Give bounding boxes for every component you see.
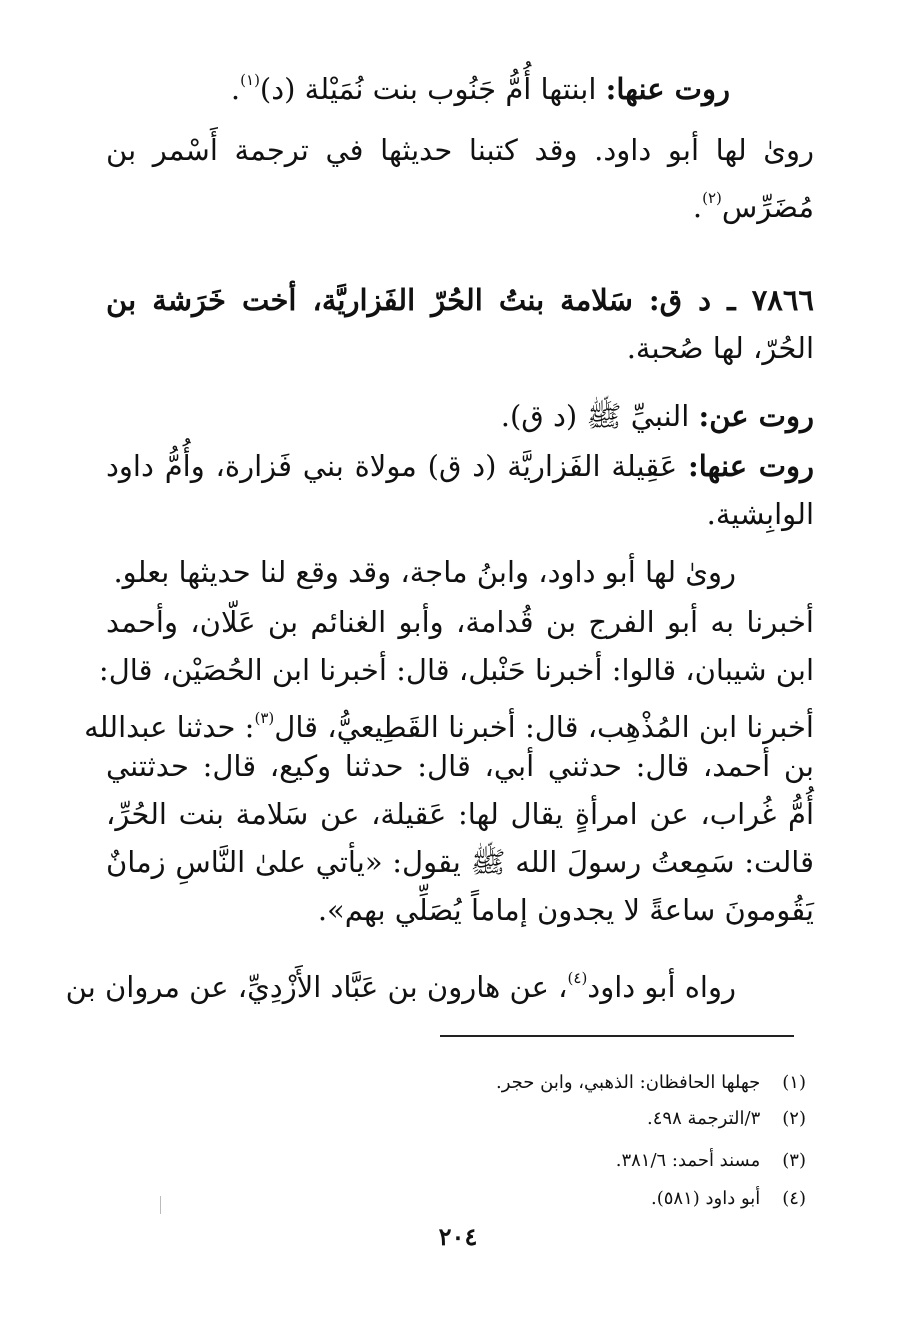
footnote-ref-4: (٤) xyxy=(567,969,588,987)
paragraph-line: قالت: سَمِعتُ رسولَ الله ﷺ يقول: «يأتي علىٰ النَّاسِ زمانٌ xyxy=(106,845,814,879)
paragraph-line: ابن شيبان، قالوا: أخبرنا حَنْبل، قال: أخبرنا ابن الحُصَيْن، قال: xyxy=(98,653,814,687)
footnote-number: (٢) xyxy=(782,1108,806,1129)
paragraph-line: الوابِشية. xyxy=(706,497,814,531)
paragraph-line: أخبرنا به أبو الفرج بن قُدامة، وأبو الغنائم بن عَلّان، وأحمد xyxy=(106,605,814,639)
footnote xyxy=(616,1146,806,1176)
footnote-ref-1: (١) xyxy=(240,71,260,89)
footnote-number: (١) xyxy=(782,1072,806,1093)
period: . xyxy=(692,190,703,224)
text-part: رواه أبو داود xyxy=(587,970,736,1004)
text-part: أخبرنا ابن المُذْهِب، قال: أخبرنا القَطِيعيُّ، قال xyxy=(274,710,814,744)
paragraph-line: روىٰ لها أبو داود، وابنُ ماجة، وقد وقع لنا حديثها بعلو. xyxy=(113,555,736,589)
footnote-text: جهلها الحافظان: الذهبي، وابن حجر. xyxy=(496,1072,761,1093)
paragraph-line xyxy=(106,174,814,231)
narrated-by-text: عَقِيلة الفَزاريَّة (د ق) مولاة بني فَزارة، وأُمُّ داود xyxy=(106,449,678,483)
narrated-from-label: روت عن: xyxy=(698,399,814,433)
text-part: ، عن هارون بن عَبَّاد الأَزْدِيِّ، عن مروان بن xyxy=(65,970,568,1004)
narrated-by-line xyxy=(106,442,814,490)
paragraph-line: روىٰ لها أبو داود. وقد كتبنا حديثها في ترجمة أَسْمر بن xyxy=(106,133,814,167)
name-text: مُضَرِّس xyxy=(721,190,814,224)
footnote-text: مسند أحمد: ٣٨١/٦. xyxy=(615,1150,761,1171)
footnote-number: (٤) xyxy=(782,1188,806,1209)
narrated-by-label: روت عنها: xyxy=(605,72,730,106)
footnote-text: أبو داود (٥٨١). xyxy=(651,1188,761,1209)
narrated-by-line xyxy=(231,56,730,113)
entry-heading: الحُرّ، لها صُحبة. xyxy=(626,331,814,365)
scan-mark xyxy=(160,1196,161,1214)
narrated-from-line xyxy=(106,392,814,440)
footnote-text: ٣/الترجمة ٤٩٨. xyxy=(647,1108,761,1129)
footnote xyxy=(496,1068,806,1098)
footnote xyxy=(647,1104,806,1134)
entry-heading: ٧٨٦٦ ـ د ق: سَلامة بنتُ الحُرّ الفَزاريَّة، أخت خَرَشة بن xyxy=(106,283,814,317)
footnote-separator xyxy=(440,1035,794,1037)
narrated-by-text: ابنتها أُمُّ جَنُوب بنت نُمَيْلة (د) xyxy=(259,72,597,106)
footnote-number: (٣) xyxy=(782,1150,806,1171)
footnote-ref-2: (٢) xyxy=(702,189,722,207)
paragraph-line: بن أحمد، قال: حدثني أبي، قال: حدثنا وكيع، قال: حدثتني xyxy=(106,749,814,783)
period: . xyxy=(230,72,241,106)
narrated-from-text: النبيِّ ﷺ (د ق). xyxy=(500,399,690,433)
footnote-ref-3: (٣) xyxy=(254,709,275,727)
paragraph-line xyxy=(65,954,736,1011)
paragraph-line: يَقُومونَ ساعةً لا يجدون إماماً يُصَلِّي بهم». xyxy=(317,893,814,927)
narrated-by-label: روت عنها: xyxy=(688,449,815,483)
page-number: ٢٠٤ xyxy=(438,1222,478,1251)
text-part: : حدثنا عبدالله xyxy=(84,710,255,744)
footnote xyxy=(651,1184,806,1214)
paragraph-line: أُمُّ غُراب، عن امرأةٍ يقال لها: عَقيلة، عن سَلامة بنت الحُرِّ، xyxy=(106,797,814,831)
